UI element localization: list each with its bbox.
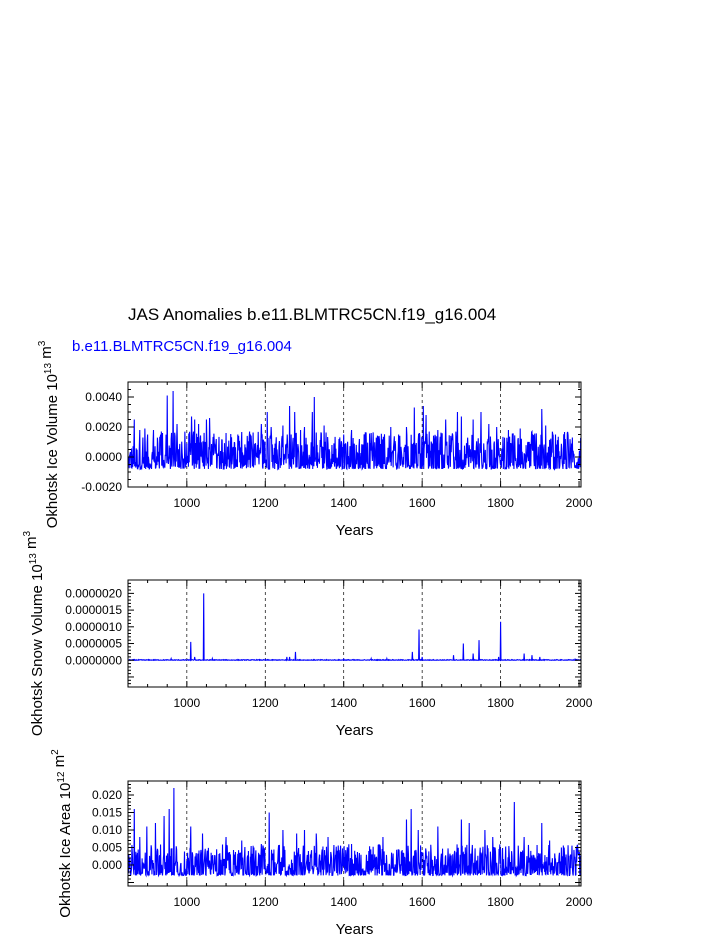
x-tick-label: 1400 — [330, 696, 358, 710]
x-tick-label: 2000 — [565, 696, 593, 710]
y-tick-label: -0.0020 — [81, 480, 122, 494]
plot-frame — [128, 580, 581, 687]
x-tick-label: 1000 — [173, 895, 201, 909]
y-tick-label: 0.020 — [91, 788, 122, 802]
y-tick-label: 0.000 — [91, 858, 122, 872]
x-axis-title: Years — [335, 722, 374, 739]
x-axis-title: Years — [335, 522, 374, 539]
x-tick-label: 1800 — [487, 696, 514, 710]
y-tick-label: 0.015 — [91, 805, 122, 820]
y-tick-label: 0.0000 — [85, 450, 122, 464]
x-axis-title: Years — [335, 921, 374, 935]
y-tick-label: 0.0040 — [85, 390, 122, 404]
y-tick-label: 0.0000005 — [65, 636, 122, 651]
y-tick-label: 0.0000000 — [65, 653, 122, 668]
x-tick-label: 1600 — [408, 895, 436, 909]
y-tick-label: 0.0000010 — [65, 619, 122, 634]
y-axis-title: Okhotsk Ice Area $10^{12}$ $m^2$ — [50, 749, 74, 918]
x-tick-label: 1400 — [330, 895, 358, 909]
series-line — [128, 788, 581, 876]
y-tick-label: 0.0000015 — [65, 603, 122, 618]
x-tick-label: 1000 — [173, 696, 201, 710]
series-subtitle: b.e11.BLMTRC5CN.f19_g16.004 — [72, 338, 292, 355]
series-line — [128, 391, 581, 469]
x-tick-label: 2000 — [565, 496, 593, 510]
x-tick-label: 1600 — [408, 696, 436, 710]
y-axis-title: Okhotsk Snow Volume $10^{13}$ $m^3$ — [22, 530, 46, 737]
y-axis-title: Okhotsk Ice Volume $10^{13}$ $m^3$ — [37, 340, 61, 529]
x-tick-label: 1000 — [173, 496, 201, 510]
x-tick-label: 1800 — [487, 496, 514, 510]
x-tick-label: 1200 — [251, 496, 279, 510]
y-tick-label: 0.010 — [91, 823, 122, 837]
x-tick-label: 1600 — [408, 496, 436, 510]
y-tick-label: 0.005 — [91, 840, 122, 855]
y-tick-label: 0.0020 — [85, 420, 122, 434]
x-tick-label: 1800 — [487, 895, 514, 909]
x-tick-label: 1200 — [251, 895, 279, 909]
x-tick-label: 2000 — [565, 895, 593, 909]
x-tick-label: 1400 — [330, 496, 358, 510]
y-tick-label: 0.0000020 — [65, 586, 122, 601]
x-tick-label: 1200 — [251, 696, 279, 710]
chart-title: JAS Anomalies b.e11.BLMTRC5CN.f19_g16.004 — [128, 305, 497, 324]
series-line — [128, 593, 581, 660]
